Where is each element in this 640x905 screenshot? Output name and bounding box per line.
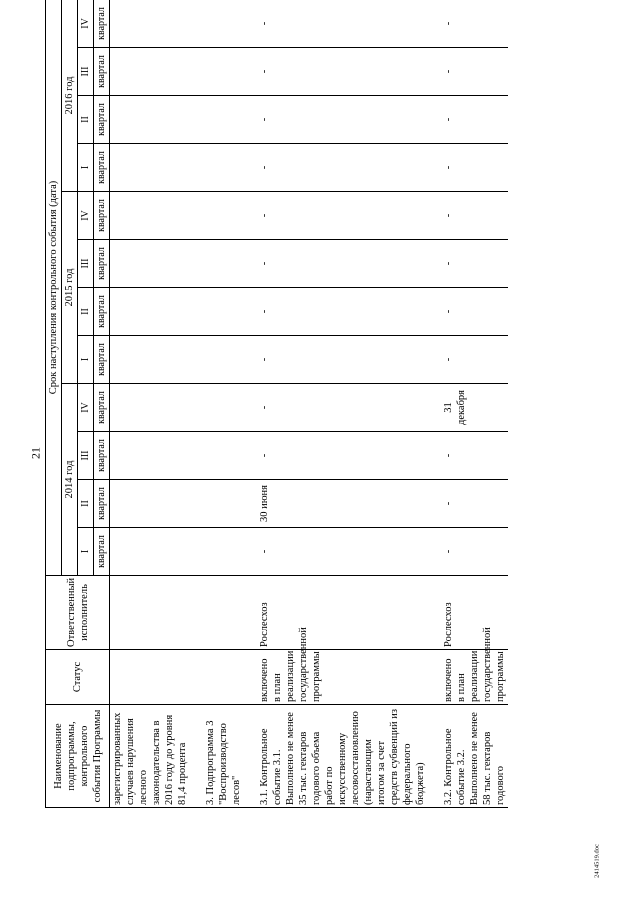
- row-date-cell: [110, 0, 191, 48]
- header-quarter-word: квартал: [94, 288, 110, 336]
- header-quarter-numeral: I: [78, 144, 94, 192]
- row-date-cell: [110, 336, 191, 384]
- row-date-cell: -: [244, 192, 428, 240]
- header-year-2014: 2014 год: [62, 384, 78, 576]
- row-date-cell: -: [428, 0, 508, 48]
- header-quarter-numeral: III: [78, 432, 94, 480]
- row-date-cell: -: [244, 144, 428, 192]
- control-events-table: [45, 0, 508, 808]
- row-name: 3. Подпрограмма 3 "Воспроизводство лесов": [190, 705, 244, 808]
- row-date-cell: 31 декабря: [428, 384, 508, 432]
- header-year-2015: 2015 год: [62, 192, 78, 384]
- header-quarter-numeral: II: [78, 96, 94, 144]
- row-date-cell: -: [428, 144, 508, 192]
- table-row: [428, 0, 508, 808]
- row-date-cell: -: [244, 528, 428, 576]
- row-date-cell: [190, 96, 244, 144]
- header-quarter-numeral: I: [78, 528, 94, 576]
- row-status: включено в план реализации государственной программы: [244, 650, 428, 705]
- row-date-cell: [110, 144, 191, 192]
- row-date-cell: [190, 48, 244, 96]
- header-quarter-numeral: I: [78, 336, 94, 384]
- row-date-cell: [110, 48, 191, 96]
- row-date-cell: [110, 192, 191, 240]
- row-date-cell: -: [428, 48, 508, 96]
- row-date-cell: [190, 432, 244, 480]
- header-quarter-numeral: II: [78, 288, 94, 336]
- header-quarter-word: квартал: [94, 480, 110, 528]
- row-date-cell: -: [244, 384, 428, 432]
- row-date-cell: -: [428, 192, 508, 240]
- footer-filename: 2414519.doc: [593, 844, 601, 878]
- header-quarter-word: квартал: [94, 48, 110, 96]
- row-date-cell: -: [244, 336, 428, 384]
- row-date-cell: 30 июня: [244, 480, 428, 528]
- table-row: [244, 0, 428, 808]
- header-year-2016: 2016 год: [62, 0, 78, 192]
- row-date-cell: [190, 192, 244, 240]
- row-date-cell: [190, 480, 244, 528]
- row-date-cell: [110, 432, 191, 480]
- row-date-cell: -: [428, 432, 508, 480]
- row-date-cell: [110, 96, 191, 144]
- row-date-cell: [190, 0, 244, 48]
- row-date-cell: [110, 528, 191, 576]
- header-quarter-numeral: IV: [78, 384, 94, 432]
- header-quarter-word: квартал: [94, 432, 110, 480]
- row-date-cell: [190, 240, 244, 288]
- header-responsible: Ответственный исполнитель: [46, 576, 110, 650]
- header-quarter-word: квартал: [94, 192, 110, 240]
- row-date-cell: -: [428, 288, 508, 336]
- header-status: Статус: [46, 650, 110, 705]
- row-status: [190, 650, 244, 705]
- page-number: 21: [28, 447, 43, 459]
- row-date-cell: [110, 384, 191, 432]
- row-responsible: Рослесхоз: [428, 576, 508, 650]
- header-quarter-numeral: II: [78, 480, 94, 528]
- row-date-cell: -: [428, 480, 508, 528]
- row-date-cell: [190, 288, 244, 336]
- header-quarter-numeral: III: [78, 240, 94, 288]
- header-quarter-word: квартал: [94, 240, 110, 288]
- row-name: 3.1. Контрольное событие 3.1. Выполнено не менее 35 тыс. гектаров годового объема работ по искусственному лесовосстановлению (нарастающим итогом за счет средств субвенций из федерального бюджета): [244, 705, 428, 808]
- row-responsible: [190, 576, 244, 650]
- row-date-cell: -: [244, 432, 428, 480]
- row-date-cell: -: [428, 336, 508, 384]
- table-row: [190, 0, 244, 808]
- header-name: Наименование подпрограммы, контрольного события Программы: [46, 705, 110, 808]
- row-status: [110, 650, 191, 705]
- row-date-cell: [110, 240, 191, 288]
- header-quarter-word: квартал: [94, 384, 110, 432]
- row-date-cell: -: [244, 240, 428, 288]
- table-row: [110, 0, 191, 808]
- row-date-cell: [190, 384, 244, 432]
- header-quarter-word: квартал: [94, 144, 110, 192]
- header-quarter-word: квартал: [94, 336, 110, 384]
- row-date-cell: [190, 144, 244, 192]
- header-quarter-word: квартал: [94, 0, 110, 48]
- row-date-cell: -: [244, 288, 428, 336]
- header-quarter-numeral: IV: [78, 0, 94, 48]
- row-date-cell: [110, 288, 191, 336]
- header-deadline: Срок наступления контрольного события (дата): [46, 0, 62, 576]
- header-quarter-numeral: IV: [78, 192, 94, 240]
- row-responsible: Рослесхоз: [244, 576, 428, 650]
- header-quarter-word: квартал: [94, 528, 110, 576]
- row-date-cell: -: [428, 96, 508, 144]
- row-status: включено в план реализации государственной программы: [428, 650, 508, 705]
- row-date-cell: [190, 528, 244, 576]
- row-date-cell: [190, 336, 244, 384]
- header-quarter-numeral: III: [78, 48, 94, 96]
- row-date-cell: -: [428, 528, 508, 576]
- row-name: 3.2. Контрольное событие 3.2. Выполнено не менее 58 тыс. гектаров годового: [428, 705, 508, 808]
- row-name: зарегистрированных случаев нарушения лесного законодательства в 2016 году до уровня 81,4 процента: [110, 705, 191, 808]
- row-date-cell: -: [244, 48, 428, 96]
- row-date-cell: -: [244, 96, 428, 144]
- header-quarter-word: квартал: [94, 96, 110, 144]
- row-date-cell: -: [244, 0, 428, 48]
- row-date-cell: [110, 480, 191, 528]
- row-responsible: [110, 576, 191, 650]
- row-date-cell: -: [428, 240, 508, 288]
